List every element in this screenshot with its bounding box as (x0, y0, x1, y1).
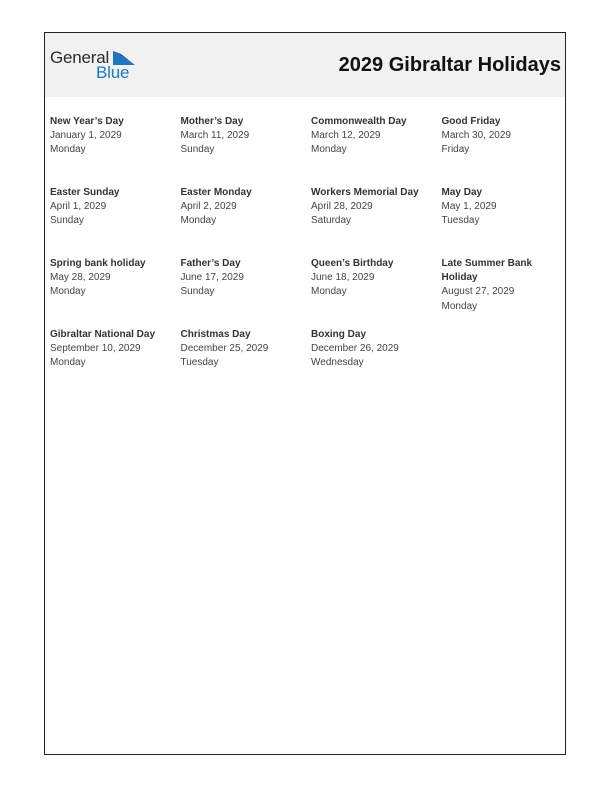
holiday-weekday: Monday (50, 286, 86, 298)
holiday-card (442, 257, 565, 328)
holiday-weekday: Monday (50, 144, 86, 156)
holiday-card (311, 186, 442, 257)
holiday-weekday: Sunday (180, 144, 215, 156)
holiday-weekday: Sunday (180, 286, 215, 298)
holiday-card (311, 257, 442, 328)
holiday-date: January 1, 2029 (50, 130, 122, 142)
holiday-name: Queen’s Birthday (311, 258, 394, 269)
logo-word-general: General (50, 48, 110, 67)
holiday-name: Good Friday (441, 116, 501, 127)
logo-word-blue: Blue (96, 63, 130, 82)
holiday-name: Spring bank holiday (50, 258, 146, 269)
holiday-card (181, 115, 312, 186)
holiday-name: Late Summer Bank Holiday (441, 258, 533, 284)
holiday-name: Father’s Day (180, 258, 241, 269)
holiday-card (311, 115, 442, 186)
holiday-date: May 28, 2029 (50, 272, 111, 284)
holiday-date: December 26, 2029 (311, 343, 399, 355)
holiday-weekday: Tuesday (180, 357, 219, 369)
holiday-date: September 10, 2029 (50, 343, 141, 355)
holiday-grid (50, 115, 565, 399)
holiday-date: August 27, 2029 (441, 286, 515, 298)
holiday-name: Workers Memorial Day (311, 187, 419, 198)
holiday-weekday: Monday (441, 300, 478, 312)
holiday-card (311, 328, 442, 399)
holiday-date: June 17, 2029 (180, 272, 244, 284)
holiday-date: March 30, 2029 (441, 130, 511, 142)
holiday-date: June 18, 2029 (311, 272, 375, 284)
holiday-name: Mother’s Day (180, 116, 244, 127)
calendar-page (44, 32, 566, 755)
holiday-date: March 11, 2029 (180, 130, 250, 142)
holiday-name: Easter Monday (180, 187, 252, 198)
holiday-card (50, 186, 181, 257)
holiday-weekday: Monday (311, 144, 347, 156)
holiday-weekday: Monday (180, 215, 217, 227)
holiday-name: May Day (441, 187, 483, 198)
holiday-weekday: Saturday (311, 215, 352, 227)
holiday-name: Boxing Day (311, 329, 367, 340)
holiday-card (181, 186, 312, 257)
holiday-card (442, 186, 565, 257)
holiday-card (442, 115, 565, 186)
holiday-date: May 1, 2029 (441, 201, 497, 213)
generalblue-logo (50, 48, 140, 84)
page-title: 2029 Gibraltar Holidays (338, 54, 561, 76)
holiday-date: April 28, 2029 (311, 201, 373, 213)
holiday-name: Christmas Day (180, 329, 251, 340)
holiday-name: Commonwealth Day (311, 116, 407, 127)
holiday-weekday: Wednesday (311, 357, 364, 369)
holiday-name: Gibraltar National Day (50, 329, 156, 340)
holiday-card (50, 115, 181, 186)
holiday-weekday: Monday (311, 286, 347, 298)
holiday-name: New Year’s Day (50, 116, 124, 127)
holiday-weekday: Monday (50, 357, 86, 369)
holiday-date: April 1, 2029 (50, 201, 107, 213)
holiday-weekday: Sunday (50, 215, 84, 227)
holiday-date: December 25, 2029 (180, 343, 269, 355)
holiday-card (181, 328, 312, 399)
holiday-name: Easter Sunday (50, 187, 120, 198)
holiday-date: March 12, 2029 (311, 130, 381, 142)
holiday-card (50, 328, 181, 399)
holiday-weekday: Tuesday (441, 215, 480, 227)
page-header (45, 33, 565, 97)
holiday-card (181, 257, 312, 328)
holiday-date: April 2, 2029 (180, 201, 237, 213)
holiday-card (50, 257, 181, 328)
holiday-weekday: Friday (441, 144, 470, 156)
